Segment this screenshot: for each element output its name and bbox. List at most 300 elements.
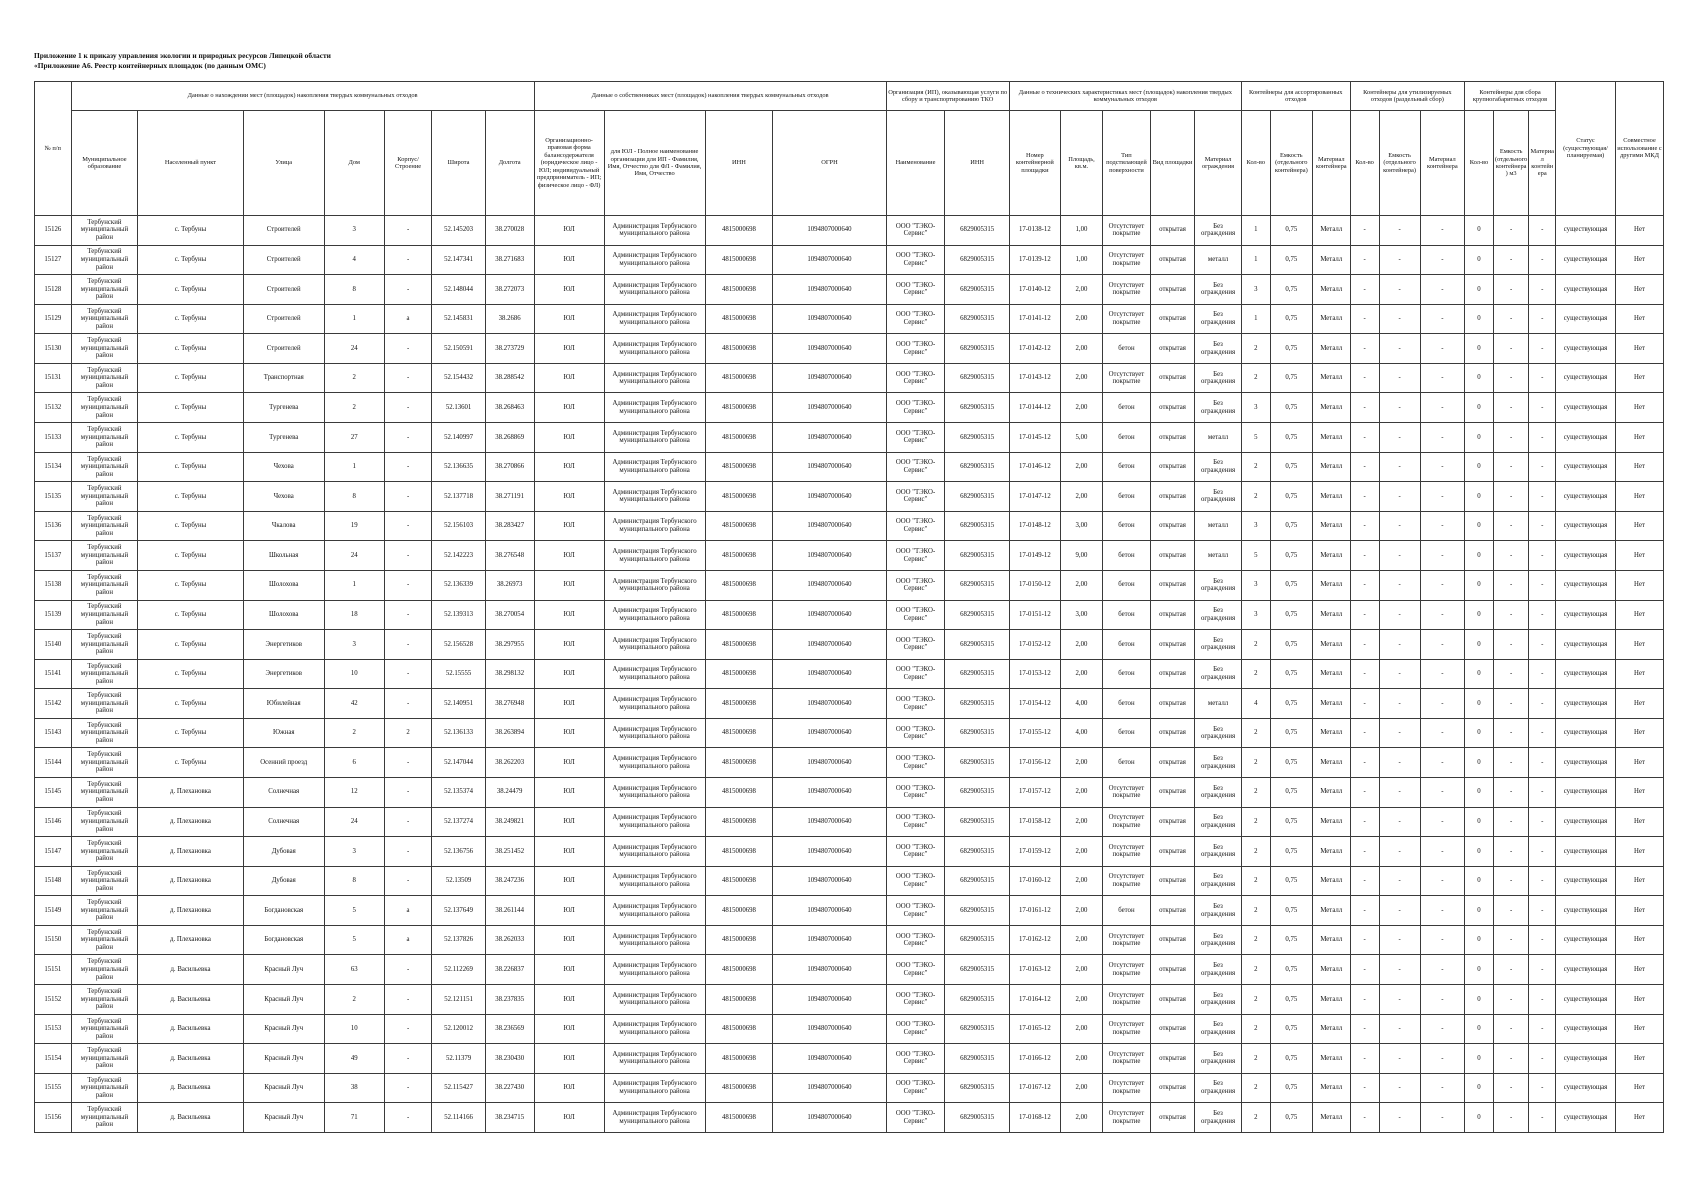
cell-owner-name: Администрация Тербунского муниципального района [604, 896, 705, 926]
cell-util-material: - [1420, 689, 1464, 719]
cell-street: Богдановская [243, 925, 324, 955]
cell-shared: Нет [1616, 363, 1664, 393]
cell-house: 2 [324, 718, 384, 748]
cell-sorted-material: Металл [1312, 541, 1350, 571]
cell-latitude: 52.135374 [432, 777, 485, 807]
cell-house: 24 [324, 334, 384, 364]
cell-sorted-qty: 2 [1241, 1044, 1270, 1074]
cell-longitude: 38.298132 [485, 659, 534, 689]
cell-owner-name: Администрация Тербунского муниципального района [604, 393, 705, 423]
cell-area: 2,00 [1060, 659, 1102, 689]
cell-owner-name: Администрация Тербунского муниципального района [604, 866, 705, 896]
cell-fence: Без ограждения [1195, 1044, 1242, 1074]
cell-building: а [384, 896, 432, 926]
cell-owner-name: Администрация Тербунского муниципального района [604, 541, 705, 571]
cell-site-type: открытая [1150, 1103, 1194, 1133]
header-longitude: Долгота [485, 111, 534, 216]
cell-owner-name: Администрация Тербунского муниципального района [604, 925, 705, 955]
table-row [35, 482, 1664, 512]
cell-fence: Без ограждения [1195, 216, 1242, 246]
cell-fence: Без ограждения [1195, 275, 1242, 305]
cell-owner-name: Администрация Тербунского муниципального района [604, 452, 705, 482]
cell-area: 4,00 [1060, 689, 1102, 719]
cell-sorted-material: Металл [1312, 1044, 1350, 1074]
table-row [35, 896, 1664, 926]
header-fence: Материал ограждения [1195, 111, 1242, 216]
cell-building: - [384, 482, 432, 512]
cell-municipality: Тербунский муниципальный район [71, 837, 138, 867]
cell-operator-name: ООО "ТЭКО-Сервис" [886, 570, 945, 600]
cell-fence: Без ограждения [1195, 777, 1242, 807]
cell-bulky-qty: 0 [1465, 334, 1494, 364]
table-row [35, 777, 1664, 807]
cell-operator-inn: 6829005315 [945, 718, 1009, 748]
cell-operator-name: ООО "ТЭКО-Сервис" [886, 837, 945, 867]
cell-sorted-capacity: 0,75 [1270, 659, 1312, 689]
cell-status: существующая [1556, 1103, 1616, 1133]
cell-operator-inn: 6829005315 [945, 866, 1009, 896]
cell-longitude: 38.263894 [485, 718, 534, 748]
cell-bulky-qty: 0 [1465, 689, 1494, 719]
cell-bulky-capacity: - [1493, 837, 1529, 867]
cell-util-capacity: - [1379, 1014, 1420, 1044]
cell-municipality: Тербунский муниципальный район [71, 1103, 138, 1133]
cell-org-form: ЮЛ [534, 541, 604, 571]
cell-area: 2,00 [1060, 1073, 1102, 1103]
cell-status: существующая [1556, 304, 1616, 334]
cell-bulky-capacity: - [1493, 807, 1529, 837]
cell-building: 2 [384, 718, 432, 748]
cell-owner-inn: 4815000698 [705, 1103, 773, 1133]
cell-site-type: открытая [1150, 866, 1194, 896]
cell-site-type: открытая [1150, 777, 1194, 807]
cell-util-capacity: - [1379, 334, 1420, 364]
header-org-form: Организационно-правовая форма балансодержателя (юридическое лицо - ЮЛ; индивидуальный предприниматель - ИП; физическое лицо - ФЛ) [534, 111, 604, 216]
cell-building: - [384, 334, 432, 364]
cell-operator-inn: 6829005315 [945, 837, 1009, 867]
cell-util-qty: - [1350, 630, 1379, 660]
cell-area: 2,00 [1060, 630, 1102, 660]
cell-util-capacity: - [1379, 541, 1420, 571]
cell-longitude: 38.251452 [485, 837, 534, 867]
cell-house: 6 [324, 748, 384, 778]
cell-org-form: ЮЛ [534, 1044, 604, 1074]
cell-util-capacity: - [1379, 216, 1420, 246]
cell-owner-name: Администрация Тербунского муниципального района [604, 600, 705, 630]
cell-util-capacity: - [1379, 304, 1420, 334]
cell-owner-inn: 4815000698 [705, 541, 773, 571]
cell-house: 2 [324, 393, 384, 423]
cell-building: - [384, 570, 432, 600]
cell-house: 1 [324, 570, 384, 600]
cell-sorted-material: Металл [1312, 630, 1350, 660]
cell-surface: бетон [1103, 689, 1151, 719]
cell-house: 10 [324, 659, 384, 689]
cell-owner-ogrn: 1094807000640 [773, 748, 886, 778]
cell-org-form: ЮЛ [534, 1014, 604, 1044]
cell-owner-ogrn: 1094807000640 [773, 245, 886, 275]
cell-sorted-capacity: 0,75 [1270, 511, 1312, 541]
cell-row-number: 15140 [35, 630, 72, 660]
cell-owner-ogrn: 1094807000640 [773, 304, 886, 334]
cell-util-capacity: - [1379, 482, 1420, 512]
cell-site-type: открытая [1150, 659, 1194, 689]
cell-latitude: 52.142223 [432, 541, 485, 571]
cell-bulky-material: - [1529, 600, 1556, 630]
cell-row-number: 15132 [35, 393, 72, 423]
cell-building: - [384, 1044, 432, 1074]
cell-operator-name: ООО "ТЭКО-Сервис" [886, 866, 945, 896]
cell-settlement: д. Васильевка [138, 1073, 243, 1103]
cell-operator-inn: 6829005315 [945, 511, 1009, 541]
cell-house: 8 [324, 482, 384, 512]
cell-status: существующая [1556, 777, 1616, 807]
cell-bulky-capacity: - [1493, 748, 1529, 778]
cell-util-material: - [1420, 600, 1464, 630]
cell-org-form: ЮЛ [534, 748, 604, 778]
cell-owner-ogrn: 1094807000640 [773, 630, 886, 660]
cell-settlement: д. Васильевка [138, 955, 243, 985]
cell-operator-inn: 6829005315 [945, 452, 1009, 482]
cell-settlement: с. Тербуны [138, 393, 243, 423]
cell-shared: Нет [1616, 304, 1664, 334]
cell-owner-name: Администрация Тербунского муниципального района [604, 748, 705, 778]
cell-bulky-qty: 0 [1465, 570, 1494, 600]
cell-bulky-qty: 0 [1465, 600, 1494, 630]
cell-latitude: 52.120012 [432, 1014, 485, 1044]
cell-owner-inn: 4815000698 [705, 689, 773, 719]
cell-latitude: 52.140997 [432, 423, 485, 453]
cell-area: 1,00 [1060, 216, 1102, 246]
cell-util-qty: - [1350, 393, 1379, 423]
cell-building: - [384, 955, 432, 985]
header-util-material: Материал контейнера [1420, 111, 1464, 216]
cell-shared: Нет [1616, 955, 1664, 985]
cell-sorted-qty: 2 [1241, 985, 1270, 1015]
cell-shared: Нет [1616, 216, 1664, 246]
cell-operator-inn: 6829005315 [945, 423, 1009, 453]
cell-sorted-capacity: 0,75 [1270, 245, 1312, 275]
cell-municipality: Тербунский муниципальный район [71, 423, 138, 453]
cell-operator-inn: 6829005315 [945, 216, 1009, 246]
cell-site-number: 17-0165-12 [1009, 1014, 1060, 1044]
cell-longitude: 38.268463 [485, 393, 534, 423]
cell-util-material: - [1420, 748, 1464, 778]
header-bulky-material: Материал контейнера [1529, 111, 1556, 216]
cell-longitude: 38.270866 [485, 452, 534, 482]
cell-sorted-capacity: 0,75 [1270, 393, 1312, 423]
cell-surface: Отсутствует покрытие [1103, 363, 1151, 393]
cell-bulky-material: - [1529, 896, 1556, 926]
cell-street: Строителей [243, 216, 324, 246]
cell-bulky-qty: 0 [1465, 837, 1494, 867]
cell-street: Дубовая [243, 866, 324, 896]
cell-sorted-material: Металл [1312, 363, 1350, 393]
cell-bulky-material: - [1529, 777, 1556, 807]
cell-row-number: 15146 [35, 807, 72, 837]
cell-building: - [384, 985, 432, 1015]
cell-bulky-material: - [1529, 718, 1556, 748]
cell-org-form: ЮЛ [534, 393, 604, 423]
cell-util-capacity: - [1379, 600, 1420, 630]
cell-row-number: 15154 [35, 1044, 72, 1074]
cell-street: Красный Луч [243, 1103, 324, 1133]
cell-util-capacity: - [1379, 896, 1420, 926]
cell-row-number: 15152 [35, 985, 72, 1015]
cell-bulky-capacity: - [1493, 1044, 1529, 1074]
cell-site-number: 17-0148-12 [1009, 511, 1060, 541]
cell-house: 1 [324, 304, 384, 334]
cell-area: 2,00 [1060, 1044, 1102, 1074]
cell-bulky-qty: 0 [1465, 452, 1494, 482]
cell-shared: Нет [1616, 600, 1664, 630]
cell-shared: Нет [1616, 748, 1664, 778]
cell-sorted-material: Металл [1312, 925, 1350, 955]
header-owner-name: для ЮЛ - Полное наименование организации для ИП - Фамилия, Имя, Отчество для ФЛ - Фамилия, Имя, Отчество [604, 111, 705, 216]
cell-house: 2 [324, 363, 384, 393]
cell-util-material: - [1420, 334, 1464, 364]
cell-surface: Отсутствует покрытие [1103, 1044, 1151, 1074]
cell-site-number: 17-0159-12 [1009, 837, 1060, 867]
cell-settlement: с. Тербуны [138, 511, 243, 541]
cell-owner-inn: 4815000698 [705, 925, 773, 955]
cell-house: 8 [324, 275, 384, 305]
cell-owner-inn: 4815000698 [705, 1014, 773, 1044]
cell-latitude: 52.112269 [432, 955, 485, 985]
cell-bulky-capacity: - [1493, 955, 1529, 985]
cell-util-qty: - [1350, 334, 1379, 364]
cell-operator-name: ООО "ТЭКО-Сервис" [886, 689, 945, 719]
cell-longitude: 38.262033 [485, 925, 534, 955]
cell-site-type: открытая [1150, 925, 1194, 955]
cell-site-type: открытая [1150, 600, 1194, 630]
cell-bulky-qty: 0 [1465, 363, 1494, 393]
cell-sorted-material: Металл [1312, 304, 1350, 334]
cell-longitude: 38.276548 [485, 541, 534, 571]
cell-status: существующая [1556, 925, 1616, 955]
cell-settlement: с. Тербуны [138, 216, 243, 246]
cell-util-qty: - [1350, 689, 1379, 719]
cell-site-number: 17-0166-12 [1009, 1044, 1060, 1074]
cell-settlement: с. Тербуны [138, 541, 243, 571]
cell-area: 2,00 [1060, 837, 1102, 867]
cell-sorted-capacity: 0,75 [1270, 334, 1312, 364]
cell-org-form: ЮЛ [534, 896, 604, 926]
cell-area: 2,00 [1060, 955, 1102, 985]
cell-site-number: 17-0163-12 [1009, 955, 1060, 985]
cell-municipality: Тербунский муниципальный район [71, 541, 138, 571]
cell-owner-inn: 4815000698 [705, 275, 773, 305]
cell-municipality: Тербунский муниципальный район [71, 748, 138, 778]
cell-owner-name: Администрация Тербунского муниципального района [604, 985, 705, 1015]
cell-site-number: 17-0140-12 [1009, 275, 1060, 305]
cell-owner-ogrn: 1094807000640 [773, 866, 886, 896]
cell-house: 71 [324, 1103, 384, 1133]
cell-site-number: 17-0143-12 [1009, 363, 1060, 393]
cell-bulky-material: - [1529, 985, 1556, 1015]
cell-sorted-qty: 2 [1241, 1103, 1270, 1133]
header-number: № п/п [35, 82, 72, 216]
cell-shared: Нет [1616, 896, 1664, 926]
cell-fence: Без ограждения [1195, 659, 1242, 689]
cell-owner-ogrn: 1094807000640 [773, 896, 886, 926]
cell-bulky-material: - [1529, 275, 1556, 305]
cell-longitude: 38.270054 [485, 600, 534, 630]
cell-util-material: - [1420, 896, 1464, 926]
cell-util-capacity: - [1379, 245, 1420, 275]
cell-owner-ogrn: 1094807000640 [773, 600, 886, 630]
table-row [35, 393, 1664, 423]
cell-fence: Без ограждения [1195, 630, 1242, 660]
cell-operator-name: ООО "ТЭКО-Сервис" [886, 452, 945, 482]
cell-street: Школьная [243, 541, 324, 571]
cell-operator-name: ООО "ТЭКО-Сервис" [886, 1103, 945, 1133]
cell-area: 3,00 [1060, 511, 1102, 541]
header-latitude: Широта [432, 111, 485, 216]
header-building: Корпус/Строение [384, 111, 432, 216]
cell-sorted-material: Металл [1312, 245, 1350, 275]
cell-site-type: открытая [1150, 1044, 1194, 1074]
cell-util-material: - [1420, 807, 1464, 837]
cell-owner-inn: 4815000698 [705, 985, 773, 1015]
cell-sorted-qty: 2 [1241, 452, 1270, 482]
cell-operator-inn: 6829005315 [945, 1073, 1009, 1103]
header-group-operator: Организация (ИП), оказывающая услуги по сбору и транспортированию ТКО [886, 82, 1009, 111]
cell-operator-inn: 6829005315 [945, 541, 1009, 571]
cell-surface: бетон [1103, 541, 1151, 571]
cell-shared: Нет [1616, 1044, 1664, 1074]
cell-area: 4,00 [1060, 718, 1102, 748]
cell-latitude: 52.156528 [432, 630, 485, 660]
cell-operator-inn: 6829005315 [945, 1014, 1009, 1044]
cell-settlement: с. Тербуны [138, 334, 243, 364]
cell-shared: Нет [1616, 807, 1664, 837]
cell-building: - [384, 363, 432, 393]
cell-surface: Отсутствует покрытие [1103, 925, 1151, 955]
cell-util-capacity: - [1379, 689, 1420, 719]
cell-util-qty: - [1350, 925, 1379, 955]
cell-site-number: 17-0145-12 [1009, 423, 1060, 453]
cell-area: 2,00 [1060, 482, 1102, 512]
cell-bulky-qty: 0 [1465, 1103, 1494, 1133]
cell-status: существующая [1556, 837, 1616, 867]
cell-settlement: с. Тербуны [138, 275, 243, 305]
cell-shared: Нет [1616, 837, 1664, 867]
cell-surface: Отсутствует покрытие [1103, 1073, 1151, 1103]
cell-street: Строителей [243, 245, 324, 275]
cell-street: Шолохова [243, 570, 324, 600]
cell-owner-inn: 4815000698 [705, 630, 773, 660]
cell-util-material: - [1420, 304, 1464, 334]
cell-owner-ogrn: 1094807000640 [773, 837, 886, 867]
header-area: Площадь, кв.м. [1060, 111, 1102, 216]
cell-municipality: Тербунский муниципальный район [71, 659, 138, 689]
cell-building: - [384, 600, 432, 630]
cell-building: а [384, 925, 432, 955]
cell-surface: бетон [1103, 600, 1151, 630]
cell-sorted-material: Металл [1312, 985, 1350, 1015]
cell-latitude: 52.136339 [432, 570, 485, 600]
container-sites-registry-table [34, 81, 1664, 1133]
document-title [34, 51, 331, 71]
cell-util-material: - [1420, 423, 1464, 453]
cell-sorted-material: Металл [1312, 1073, 1350, 1103]
cell-longitude: 38.236569 [485, 1014, 534, 1044]
cell-util-material: - [1420, 837, 1464, 867]
cell-area: 2,00 [1060, 393, 1102, 423]
header-group-owner: Данные о собственниках мест (площадок) накопления твердых коммунальных отходов [534, 82, 886, 111]
cell-org-form: ЮЛ [534, 570, 604, 600]
cell-status: существующая [1556, 570, 1616, 600]
cell-operator-inn: 6829005315 [945, 777, 1009, 807]
cell-area: 2,00 [1060, 452, 1102, 482]
cell-sorted-material: Металл [1312, 689, 1350, 719]
cell-site-type: открытая [1150, 452, 1194, 482]
cell-surface: бетон [1103, 748, 1151, 778]
cell-util-capacity: - [1379, 777, 1420, 807]
cell-sorted-qty: 2 [1241, 748, 1270, 778]
cell-owner-name: Администрация Тербунского муниципального района [604, 807, 705, 837]
registry-rows [35, 216, 1664, 1133]
cell-owner-ogrn: 1094807000640 [773, 334, 886, 364]
cell-operator-inn: 6829005315 [945, 925, 1009, 955]
cell-shared: Нет [1616, 482, 1664, 512]
cell-street: Энергетиков [243, 630, 324, 660]
cell-settlement: д. Васильевка [138, 1014, 243, 1044]
cell-util-capacity: - [1379, 748, 1420, 778]
cell-operator-name: ООО "ТЭКО-Сервис" [886, 423, 945, 453]
cell-status: существующая [1556, 630, 1616, 660]
cell-operator-name: ООО "ТЭКО-Сервис" [886, 304, 945, 334]
cell-fence: металл [1195, 689, 1242, 719]
header-group-bulky: Контейнеры для сбора крупногабаритных отходов [1465, 82, 1556, 111]
cell-site-type: открытая [1150, 689, 1194, 719]
cell-surface: бетон [1103, 570, 1151, 600]
cell-fence: металл [1195, 541, 1242, 571]
cell-bulky-qty: 0 [1465, 245, 1494, 275]
cell-row-number: 15153 [35, 1014, 72, 1044]
cell-surface: бетон [1103, 423, 1151, 453]
cell-street: Богдановская [243, 896, 324, 926]
cell-sorted-qty: 5 [1241, 541, 1270, 571]
cell-row-number: 15148 [35, 866, 72, 896]
cell-area: 2,00 [1060, 748, 1102, 778]
cell-latitude: 52.150591 [432, 334, 485, 364]
cell-site-number: 17-0147-12 [1009, 482, 1060, 512]
cell-row-number: 15145 [35, 777, 72, 807]
cell-bulky-material: - [1529, 334, 1556, 364]
cell-municipality: Тербунский муниципальный район [71, 334, 138, 364]
cell-house: 3 [324, 630, 384, 660]
cell-owner-ogrn: 1094807000640 [773, 1014, 886, 1044]
cell-util-capacity: - [1379, 275, 1420, 305]
header-shared: Совместное использование с другими МКД [1616, 82, 1664, 216]
cell-status: существующая [1556, 718, 1616, 748]
cell-util-qty: - [1350, 1103, 1379, 1133]
cell-operator-name: ООО "ТЭКО-Сервис" [886, 482, 945, 512]
cell-owner-inn: 4815000698 [705, 570, 773, 600]
header-settlement: Населенный пункт [138, 111, 243, 216]
cell-site-number: 17-0160-12 [1009, 866, 1060, 896]
cell-owner-ogrn: 1094807000640 [773, 275, 886, 305]
cell-house: 24 [324, 807, 384, 837]
cell-street: Чехова [243, 482, 324, 512]
cell-status: существующая [1556, 245, 1616, 275]
cell-area: 2,00 [1060, 304, 1102, 334]
cell-site-type: открытая [1150, 363, 1194, 393]
cell-status: существующая [1556, 363, 1616, 393]
cell-site-type: открытая [1150, 245, 1194, 275]
